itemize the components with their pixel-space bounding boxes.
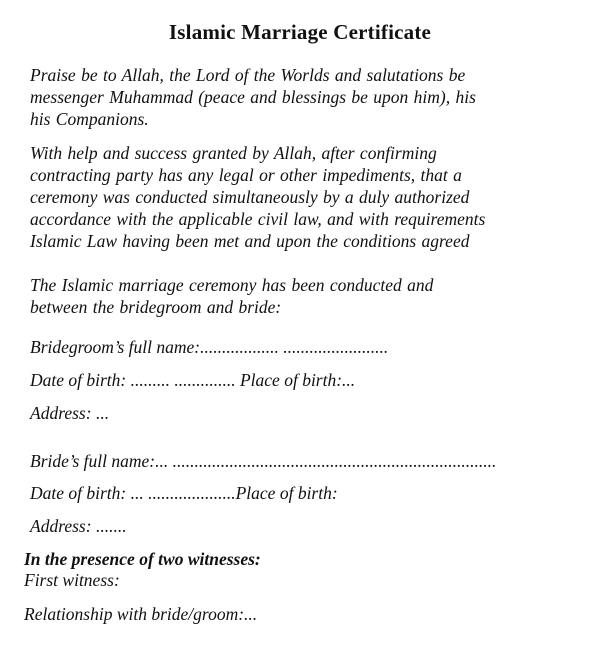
paragraph-line: accordance with the applicable civil law, and with requirements: [30, 209, 486, 229]
paragraph-line: messenger Muhammad (peace and blessings be upon him), his: [30, 87, 476, 107]
bridegroom-address-field: Address: ...: [30, 403, 110, 423]
paragraph-line: his Companions.: [30, 109, 149, 129]
bride-dob-field: Date of birth: ... ....................Place of birth:: [30, 483, 338, 503]
bride-address-field: Address: .......: [30, 516, 127, 536]
certificate-title: Islamic Marriage Certificate: [168, 20, 432, 44]
paragraph-line: between the bridegroom and bride:: [30, 297, 282, 317]
paragraph-line: ceremony was conducted simultaneously by a duly authorized: [30, 187, 470, 207]
bridegroom-name-field: Bridegroom’s full name:.................. ........................: [30, 337, 389, 357]
ceremony-paragraph: [30, 142, 570, 252]
relationship-field: Relationship with bride/groom:...: [24, 604, 258, 624]
paragraph-line: The Islamic marriage ceremony has been conducted and: [30, 275, 434, 295]
paragraph-line: Islamic Law having been met and upon the conditions agreed: [30, 231, 470, 251]
conducted-paragraph: [30, 274, 570, 318]
bridegroom-dob-field: Date of birth: ......... .............. Place of birth:...: [30, 370, 356, 390]
witnesses-heading: In the presence of two witnesses:: [24, 549, 261, 569]
bride-name-field: Bride’s full name:... ..........................................................................: [30, 451, 497, 471]
first-witness-field: First witness:: [24, 570, 120, 590]
paragraph-line: Praise be to Allah, the Lord of the Worlds and salutations be: [30, 65, 466, 85]
paragraph-line: contracting party has any legal or other impediments, that a: [30, 165, 462, 185]
paragraph-line: With help and success granted by Allah, after confirming: [30, 143, 437, 163]
praise-paragraph: [30, 64, 570, 130]
